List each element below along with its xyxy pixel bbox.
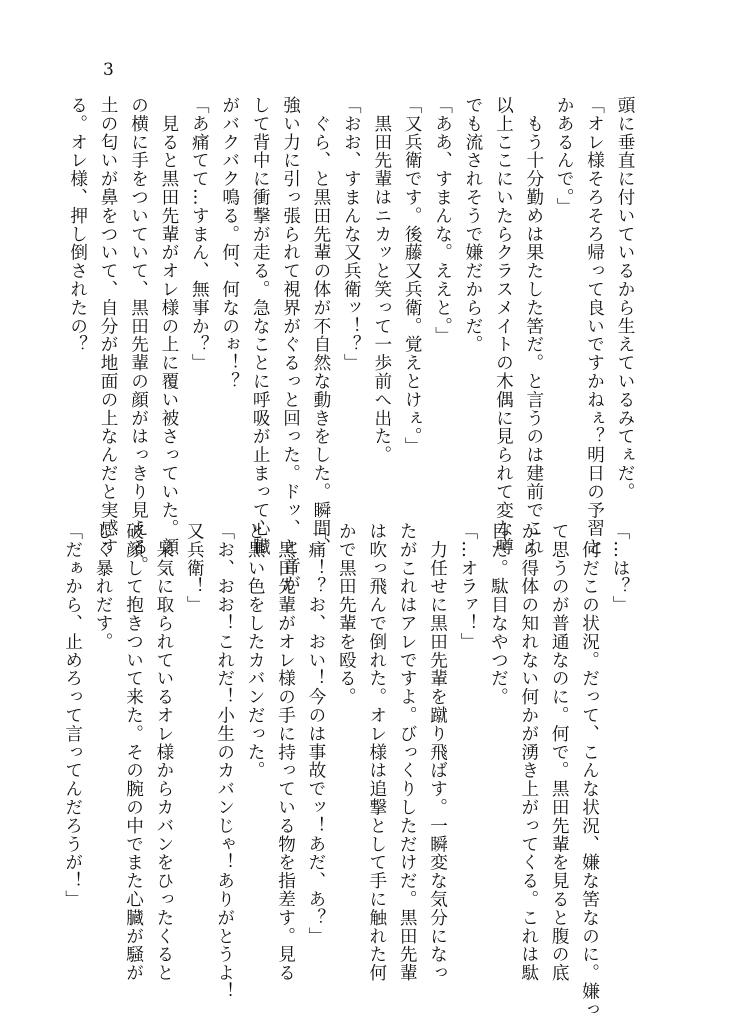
text-line: かで黒田先輩を殴る。 bbox=[336, 522, 357, 706]
text-line: 「お、おお！これだ！小生のカバンじゃ！ありがとうよ！ bbox=[214, 522, 235, 1001]
text-line: たがこれはアレですよ。びっくりしただけだ。黒田先輩 bbox=[397, 522, 418, 982]
text-line: 見ると黒田先輩がオレ様の上に覆い被さっていた。顔 bbox=[158, 96, 179, 556]
text-line: と黒い色をしたカバンだった。 bbox=[245, 522, 266, 780]
text-line: 以上ここにいたらクラスメイトの木偶に見られて変な噂 bbox=[493, 96, 514, 556]
text-line: 黒田先輩がオレ様の手に持っている物を指差す。見る bbox=[275, 522, 296, 982]
text-line: かあるんで。」 bbox=[554, 96, 575, 216]
page-number: 3 bbox=[103, 60, 114, 80]
text-line: の横に手をついていて、黒田先輩の顔がはっきり見える。 bbox=[128, 96, 149, 575]
text-line: は吹っ飛んで倒れた。オレ様は追撃として手に触れた何 bbox=[366, 522, 387, 982]
text-line: ぐら、と黒田先輩の体が不自然な動きをした。瞬間、 bbox=[310, 96, 331, 556]
text-line: 破顔して抱きついて来た。その腕の中でまた心臓が騒が bbox=[123, 522, 144, 982]
text-line: 「…オラァ！」 bbox=[457, 522, 478, 651]
text-line: でも流されそうで嫌だからだ。 bbox=[462, 96, 483, 354]
text-line: 「ああ、すまんな。ええと。」 bbox=[432, 96, 453, 345]
text-line: 「…は？」 bbox=[610, 522, 630, 614]
text-line: して背中に衝撃が走る。急なことに呼吸が止まって心臓 bbox=[250, 96, 271, 556]
text-line: しく暴れだす。 bbox=[93, 522, 114, 651]
text-line: 「オレ様そろそろ帰って良いですかねぇ？明日の予習と bbox=[584, 96, 605, 556]
text-line: もう十分勤めは果たした筈だ。と言うのは建前でこれ bbox=[523, 96, 544, 556]
text-line: 力任せに黒田先輩を蹴り飛ばす。一瞬変な気分になっ bbox=[427, 522, 448, 982]
text-line: 頭に垂直に付いているから生えているみてぇだ。 bbox=[615, 96, 635, 501]
text-line: がバクバク鳴る。何、何なのぉ！？ bbox=[219, 96, 240, 391]
text-line: 目だ。駄目なやつだ。 bbox=[488, 522, 509, 706]
text-line: から得体の知れない何かが湧き上がってくる。これは駄 bbox=[518, 522, 539, 982]
text-line: 又兵衛！」 bbox=[184, 522, 205, 614]
text-line: 「おお、すまんな又兵衛ッ！？」 bbox=[341, 96, 362, 372]
text-line: て思うのが普通なのに。何で。黒田先輩を見ると腹の底 bbox=[549, 522, 570, 982]
text-line: 「又兵衛です。後藤又兵衛。覚えとけぇ。」 bbox=[402, 96, 423, 456]
text-line: 「あ痛てて…すまん、無事か？」 bbox=[189, 96, 210, 372]
text-line: 「痛！？お、おい！今のは事故でッ！あだ、あ？」 bbox=[305, 522, 326, 946]
text-line: る。オレ様、押し倒されたの？ bbox=[67, 96, 88, 354]
text-line: 土の匂いが鼻をついて、自分が地面の上なんだと実感す bbox=[98, 96, 119, 556]
text-line: 呆気に取られているオレ様からカバンをひったくると bbox=[153, 522, 174, 982]
text-line: 「だぁから、止めろって言ってんだろうが！」 bbox=[62, 522, 83, 909]
text-line: 何だこの状況。だって、こんな状況、嫌な筈なのに。嫌っ bbox=[579, 522, 600, 1019]
text-line: 黒田先輩はニカッと笑って一歩前へ出た。 bbox=[371, 96, 392, 464]
text-line: 強い力に引っ張られて視界がぐるっと回った。ドッ、と音が bbox=[280, 96, 301, 593]
lower-text-block bbox=[62, 522, 635, 1019]
